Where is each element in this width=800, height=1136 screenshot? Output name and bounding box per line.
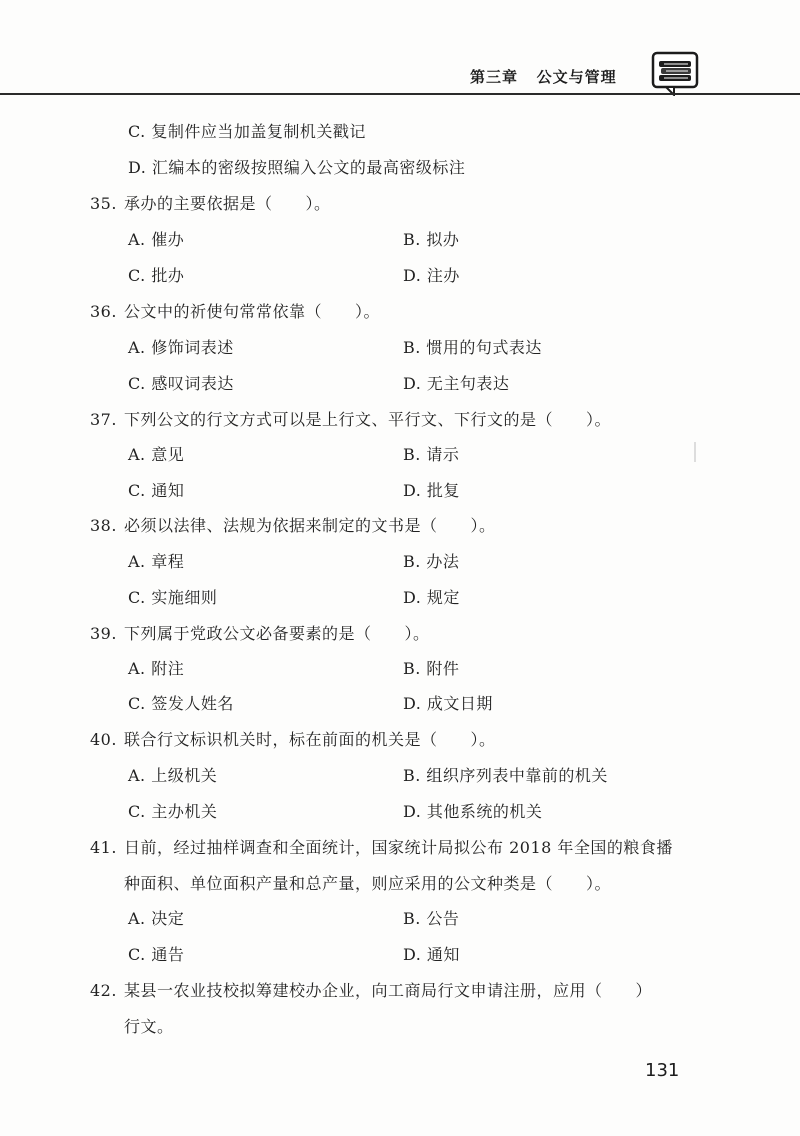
option-c-q34: C. 复制件应当加盖复制机关戳记 xyxy=(128,122,366,141)
option-b: B. 拟办 xyxy=(403,230,460,249)
option-a: A. 上级机关 xyxy=(128,766,218,785)
question-number: 40. xyxy=(90,730,117,749)
option-c: C. 签发人姓名 xyxy=(128,694,234,713)
question-text: 承办的主要依据是（ ）。 xyxy=(124,194,331,213)
option-d: D. 注办 xyxy=(403,266,460,285)
question-39 xyxy=(90,624,430,644)
option-a: A. 意见 xyxy=(128,445,185,464)
question-text: 公文中的祈使句常常依靠（ ）。 xyxy=(124,302,381,321)
option-c: C. 实施细则 xyxy=(128,588,218,607)
option-d: D. 成文日期 xyxy=(403,694,493,713)
question-number: 36. xyxy=(90,302,117,321)
question-number: 42. xyxy=(90,981,117,1000)
question-40 xyxy=(90,730,496,750)
option-d: D. 规定 xyxy=(403,588,460,607)
question-35 xyxy=(90,194,331,214)
option-c: C. 批办 xyxy=(128,266,185,285)
option-b: B. 办法 xyxy=(403,552,460,571)
question-number: 39. xyxy=(90,624,117,643)
option-a: A. 修饰词表述 xyxy=(128,338,234,357)
question-text: 必须以法律、法规为依据来制定的文书是（ ）。 xyxy=(124,516,496,535)
page-header xyxy=(0,0,800,100)
question-38 xyxy=(90,516,496,536)
scan-artifact xyxy=(694,442,696,462)
question-number: 35. xyxy=(90,194,117,213)
option-c: C. 主办机关 xyxy=(128,802,218,821)
question-text: 下列公文的行文方式可以是上行文、平行文、下行文的是（ ）。 xyxy=(124,410,612,429)
question-text: 某县一农业技校拟筹建校办企业，向工商局行文申请注册，应用（ ） xyxy=(124,981,653,1000)
question-number: 37. xyxy=(90,410,117,429)
question-37 xyxy=(90,410,611,430)
option-d: D. 通知 xyxy=(403,945,460,964)
option-a: A. 催办 xyxy=(128,230,185,249)
question-41 xyxy=(90,838,673,858)
header-divider xyxy=(0,93,800,95)
option-a: A. 附注 xyxy=(128,659,185,678)
option-d-q34: D. 汇编本的密级按照编入公文的最高密级标注 xyxy=(128,158,466,177)
question-text: 联合行文标识机关时，标在前面的机关是（ ）。 xyxy=(124,730,496,749)
option-a: A. 决定 xyxy=(128,909,185,928)
option-c: C. 通告 xyxy=(128,945,185,964)
question-number: 41. xyxy=(90,838,117,857)
option-b: B. 附件 xyxy=(403,659,460,678)
question-42 xyxy=(90,981,652,1001)
option-c: C. 通知 xyxy=(128,481,185,500)
question-text: 日前，经过抽样调查和全面统计，国家统计局拟公布 2018 年全国的粮食播 xyxy=(124,838,673,857)
option-b: B. 惯用的句式表达 xyxy=(403,338,542,357)
books-icon xyxy=(650,50,700,96)
chapter-title: 第三章 公文与管理 xyxy=(470,68,617,86)
option-b: B. 请示 xyxy=(403,445,460,464)
option-d: D. 批复 xyxy=(403,481,460,500)
question-text: 下列属于党政公文必备要素的是（ ）。 xyxy=(124,624,430,643)
question-number: 38. xyxy=(90,516,117,535)
question-continuation: 行文。 xyxy=(124,1017,174,1036)
option-b: B. 组织序列表中靠前的机关 xyxy=(403,766,608,785)
option-c: C. 感叹词表达 xyxy=(128,374,234,393)
question-continuation: 种面积、单位面积产量和总产量，则应采用的公文种类是（ ）。 xyxy=(124,874,612,893)
option-a: A. 章程 xyxy=(128,552,185,571)
option-d: D. 无主句表达 xyxy=(403,374,510,393)
option-b: B. 公告 xyxy=(403,909,460,928)
question-36 xyxy=(90,302,380,322)
page-number: 131 xyxy=(645,1060,680,1081)
option-d: D. 其他系统的机关 xyxy=(403,802,543,821)
